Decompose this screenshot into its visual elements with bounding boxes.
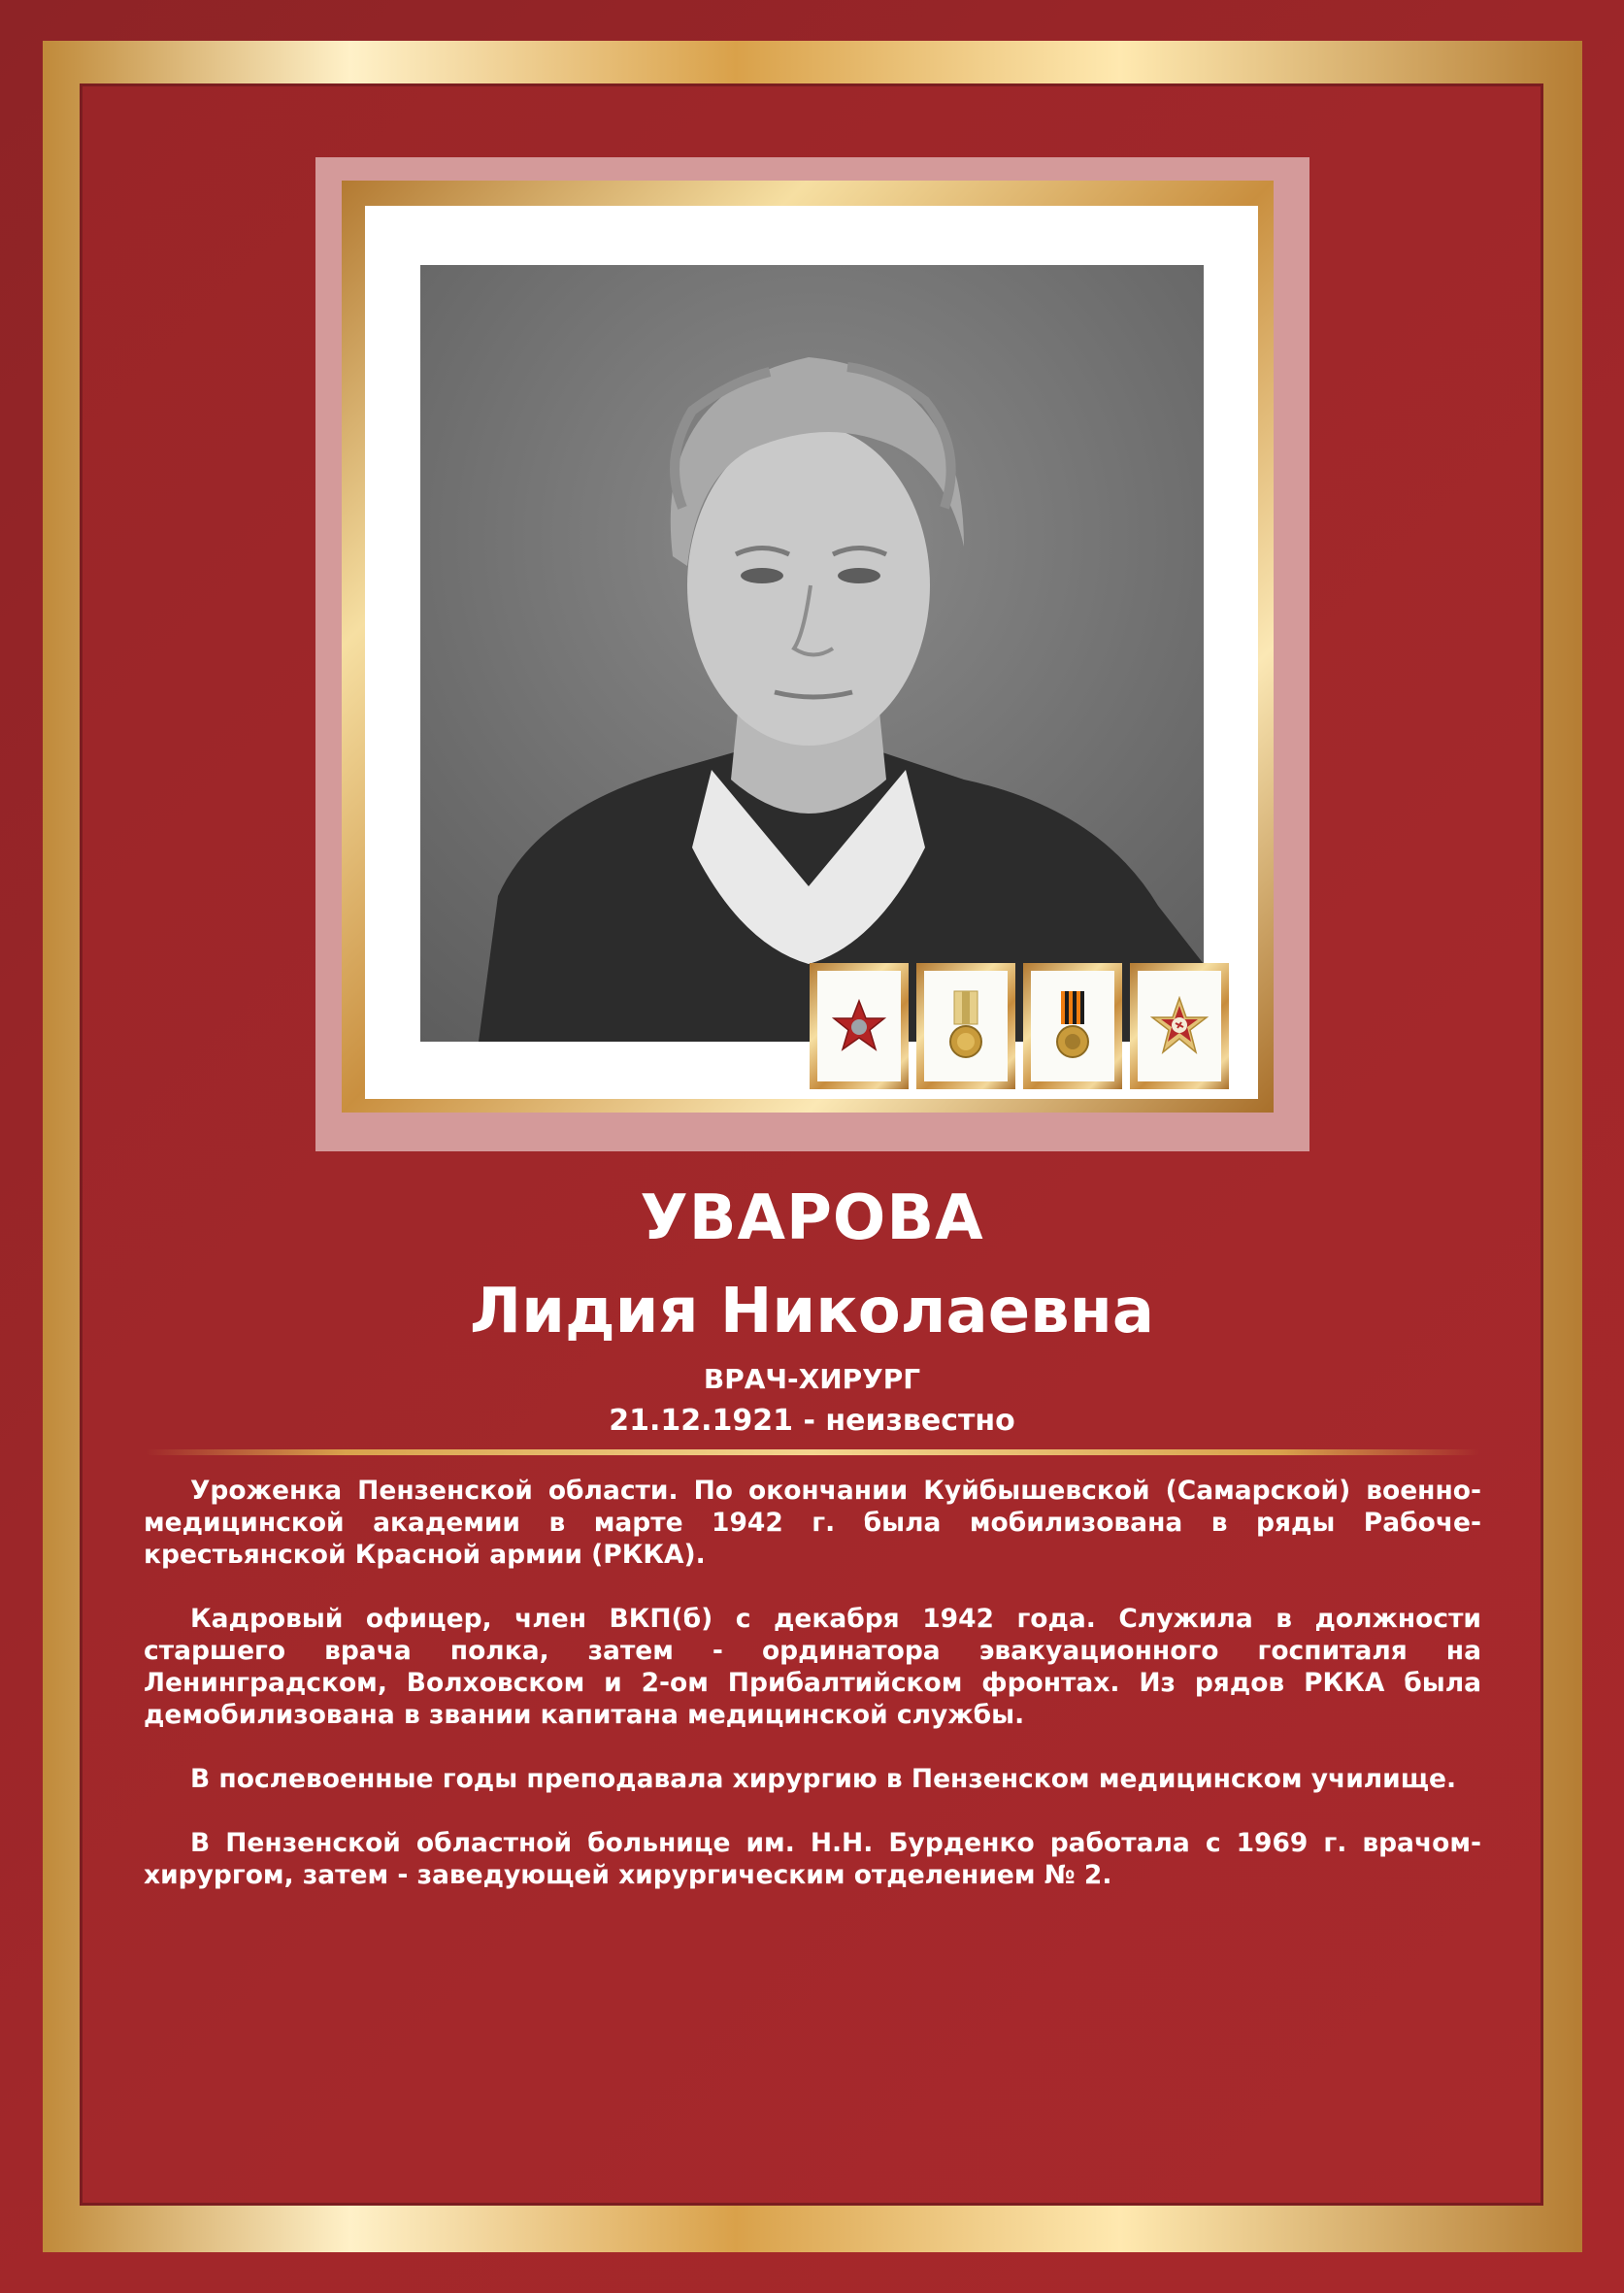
gold-divider (146, 1449, 1479, 1455)
medal-victory-over-germany-icon (1044, 987, 1102, 1065)
medal-frame (1023, 963, 1122, 1089)
biography-paragraph: В Пензенской областной больнице им. Н.Н. Бурденко работала с 1969 г. врачом-хирургом, затем - заведующей хирургическим отделением № 2. (144, 1828, 1481, 1890)
order-red-star-icon (830, 997, 888, 1055)
order-patriotic-war-icon (1149, 996, 1210, 1056)
medals-row (810, 963, 1229, 1089)
biography (144, 1475, 1481, 1923)
medal-battle-merit-icon (937, 987, 995, 1065)
portrait-illustration (420, 265, 1204, 1042)
medal-frame (1130, 963, 1229, 1089)
surname: УВАРОВА (640, 1182, 984, 1254)
portrait-photo (420, 265, 1204, 1042)
biography-paragraph: Кадровый офицер, член ВКП(б) с декабря 1942 года. Служила в должности старшего врача полка, затем - ординатора эвакуационного госпиталя на Ленинградском, Волховском и 2-ом Прибалтийском фронтах. Из рядов РККА была демобилизована в звании капитана медицинской службы. (144, 1604, 1481, 1730)
biography-paragraph: Уроженка Пензенской области. По окончании Куйбышевской (Самарской) военно-медицинской академии в марте 1942 г. была мобилизована в ряды Рабоче-крестьянской Красной армии (РККА). (144, 1476, 1481, 1570)
life-dates: 21.12.1921 - неизвестно (609, 1404, 1015, 1438)
biography-paragraph: В послевоенные годы преподавала хирургию в Пензенском медицинском училище. (190, 1764, 1457, 1794)
role-title: ВРАЧ-ХИРУРГ (703, 1363, 921, 1395)
medal-frame (810, 963, 909, 1089)
given-name: Лидия Николаевна (469, 1276, 1155, 1347)
medal-frame (916, 963, 1015, 1089)
